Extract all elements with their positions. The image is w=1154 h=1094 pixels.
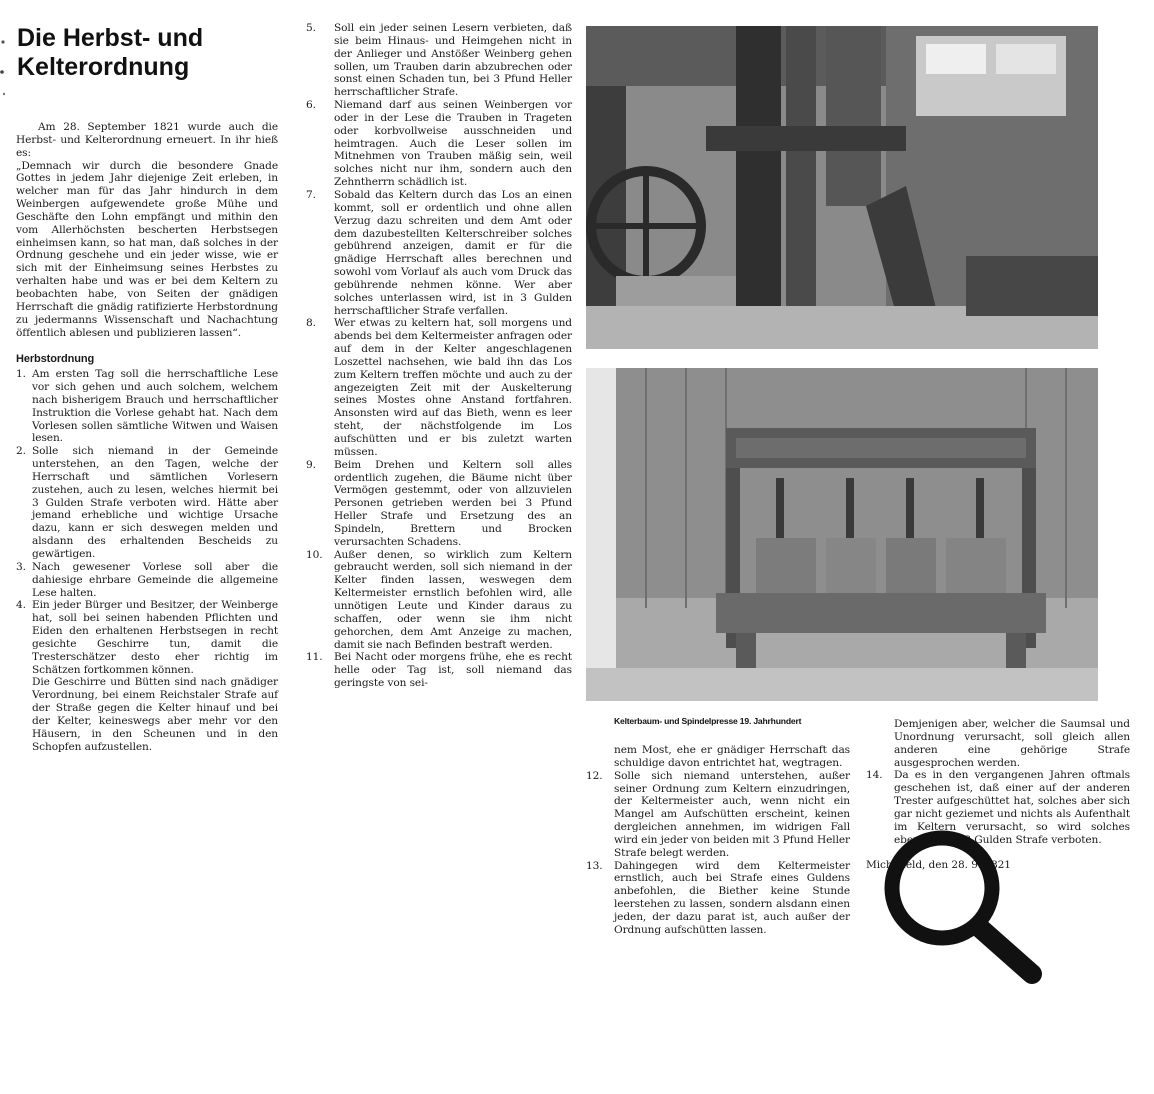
column-1 [16,121,278,754]
rule-item [586,770,850,860]
article-title: Die Herbst- und Kelterordnung [17,24,204,81]
column-2 [306,22,572,690]
rule-text: Ein jeder Bürger und Besitzer, der Weinberge hat, soll bei seinen habenden Pflichten und Eiden den erhaltenen Herbstsegen in recht gesichte Geschirre tun, damit die Tresterschätzer desto eher richtig im Schätzen fortkommen können. [32,599,278,676]
rule-item [306,459,572,549]
rule-number: 13. [586,859,603,872]
rule-text: Solle sich niemand in der Gemeinde unterstehen, an den Tagen, welche der Herrschaft und sämtlichen Vorlesern zustehen, auch zu lesen, welches hiermit bei 3 Gulden Strafe verboten wird. Hätte aber jemand erhebliche und wichtige Ursache dazu, kann er sich deswegen melden und alsdann des erhaltenden Bescheids zu gewärtigen. [32,445,278,560]
rule-item [306,189,572,317]
scan-edge-marks [0,0,8,130]
rule-text: Nach gewesener Vorlese soll aber die dahiesige ehrbare Gemeinde die allgemeine Lese halten. [32,560,278,599]
rule-item [16,368,278,445]
photo-spindle-press [586,368,1098,701]
rule-list [306,22,572,690]
rule-text: Da es in den vergangenen Jahren oftmals geschehen ist, daß einer auf der anderen Trester aufgeschüttet hat, solches aber sich gar nicht geziemet und nichts als Aufenthalt im Keltern verursacht, so wird solches ebenfalls bei 3 Gulden Strafe verboten. [894,769,1130,846]
rule-item [16,445,278,561]
rule-number: 4. [16,599,26,612]
rule-list [586,770,850,937]
rule-item [306,22,572,99]
rule-number: 8. [306,317,316,330]
rule-item [306,99,572,189]
quote-paragraph: „Demnach wir durch die besondere Gnade Gottes in jedem Jahr diejenige Zeit erleben, in welcher man für das Jahr hindurch in dem Weinbergen aufgewendete große Mühe und Geschäfte den Lohn empfängt und mithin den vom Allerhöchsten bescherten Herbstsegen einheimsen kann, so hat man, daß solches in der Ordnung geschehe und ein jeder wisse, wie er sich mit der Einheimsung seines Herbstes zu verhalten habe und was er bei dem Keltern zu beobachten habe, von Seiten der gnädigen Herrschaft die gnädig ratifizierte Herbstordnung zu jedermanns Wissenschaft und Nachachtung öffentlich ablesen und publizieren lassen“. [16,159,278,339]
rule-number: 5. [306,22,316,34]
rule-number: 12. [586,769,603,782]
rule-item [306,651,572,690]
rule-text: Beim Drehen und Keltern soll alles ordentlich zugehen, die Bäume nicht über Vermögen gestemmt, oder von allzuvielen Personen getrieben werden bei 3 Pfund Heller Strafe und Ersetzung des an Spindeln, Brettern und Brocken verursachten Schadens. [334,458,572,548]
photo-caption: Kelterbaum- und Spindelpresse 19. Jahrhundert [614,716,802,726]
rule-item [16,561,278,600]
rule-text: Sobald das Keltern durch das Los an einen kommt, soll er ordentlich und ohne allen Verzug dazu schreiten und dem Amt oder dem dazubestellten Kelterschreiber solches gebührend anzeigen, damit er für die gnädige Herrschaft alles berechnen und sowohl vom Vorlauf als auch vom Druck das gebührende nehmen könne. Wer aber solches unterlassen wird, ist in 3 Gulden herrschaftlicher Strafe verfallen. [334,188,572,317]
column-3 [586,744,850,937]
rule-number: 7. [306,188,316,201]
rule-number: 9. [306,458,316,471]
rule-continuation: Die Geschirre und Bütten sind nach gnädiger Verordnung, bei einem Reichstaler Strafe auf der Straße gegen die Kelter hinauf und bei der Kelter, keineswegs aber mehr vor den Häusern, in den Scheunen und in den Schopfen aufzustellen. [32,676,278,753]
rule-continuation: nem Most, ehe er gnädiger Herrschaft das schuldige davon entrichtet hat, wegtragen. [614,744,850,769]
rule-number: 10. [306,548,323,561]
rule-number: 1. [16,368,26,381]
rule-item [586,860,850,937]
rule-item [306,317,572,458]
rule-number: 14. [866,769,883,782]
rule-text: Am ersten Tag soll die herrschaftliche Lese vor sich gehen und auch solchem, welchem nach bisherigem Brauch und herrschaftlicher Instruktion die Vorlese gehabt hat. Nach dem Vorlesen sollen sämtliche Witwen und Waisen lesen. [32,368,278,445]
rule-number: 6. [306,99,316,112]
section-heading: Herbstordnung [16,353,95,366]
rule-text: Solle sich niemand unterstehen, außer seiner Ordnung zum Keltern einzudringen, der Keltermeister auch, wenn nicht ein Mangel am Aufschütten erscheint, keinen dergleichen annehmen, im widrigen Fall wird ein jeder von beiden mit 3 Pfund Heller Strafe belegt werden. [614,769,851,859]
rule-continuation: Demjenigen aber, welcher die Saumsal und Unordnung verursacht, soll gleich allen anderen eine gehörige Strafe ausgesprochen werden. [894,718,1130,769]
rule-number: 11. [306,651,323,664]
rule-list [16,368,278,676]
rule-number: 3. [16,560,26,573]
photo-wine-press-interior [586,26,1098,349]
rule-text: Dahingegen wird dem Keltermeister ernstlich, auch bei Strafe eines Guldens anbefohlen, die Biether keine Stunde leerstehen zu lassen, sondern alsdann einen jeden, der dazu parat ist, auch außer der Ordnung aufschütten lassen. [614,859,850,936]
rule-item [16,599,278,676]
rule-text: Niemand darf aus seinen Weinbergen vor oder in der Lese die Trauben in Trageten oder korbvollweise ausschneiden und heimtragen. Auch die Leser sollen im Mitnehmen von Trauben mäßig sein, weil solches nicht nur ihm, sondern auch den Zehntherrn schädlich ist. [334,99,572,189]
magnifier-icon[interactable] [876,824,1048,986]
rule-text: Soll ein jeder seinen Lesern verbieten, daß sie beim Hinaus- und Heimgehen nicht in der Anlieger und Anstößer Weinberg gehen sollen, um Trauben darin abzubrechen oder sonst einen Schaden tun, bei 3 Pfund Heller herrschaftlicher Strafe. [334,22,572,99]
signature-line: Michelfeld, den 28. 9. 1821 [866,859,1011,872]
rule-item [306,549,572,652]
rule-text: Außer denen, so wirklich zum Keltern gebraucht werden, soll sich niemand in der Kelter finden lassen, weswegen dem Keltermeister ernstlich befohlen wird, alle unnötigen Leute und Kinder daraus zu schaffen, oder wenn sie ihm nicht gehorchen, dem Amt Anzeige zu machen, damit sie nach Befinden bestraft werden. [334,548,572,651]
rule-text: Wer etwas zu keltern hat, soll morgens und abends bei dem Keltermeister anfragen oder auf dem in der Kelter angeschlagenen Loszettel nachsehen, wie bald ihn das Los zum Keltern treffen möchte und auch zu der angezeigten Zeit mit der Auskelterung seines Mostes ohne Anstand fortfahren. Ansonsten wird auf das Bieth, wenn es leer steht, der nächstfolgende im Los aufschütten und er bis zuletzt warten müssen. [334,317,572,458]
rule-number: 2. [16,445,26,458]
intro-paragraph: Am 28. September 1821 wurde auch die Herbst- und Kelterordnung erneuert. In ihr hieß es: [16,121,278,159]
rule-text: Bei Nacht oder morgens frühe, ehe es recht helle oder Tag ist, soll niemand das geringste von sei- [334,651,572,690]
